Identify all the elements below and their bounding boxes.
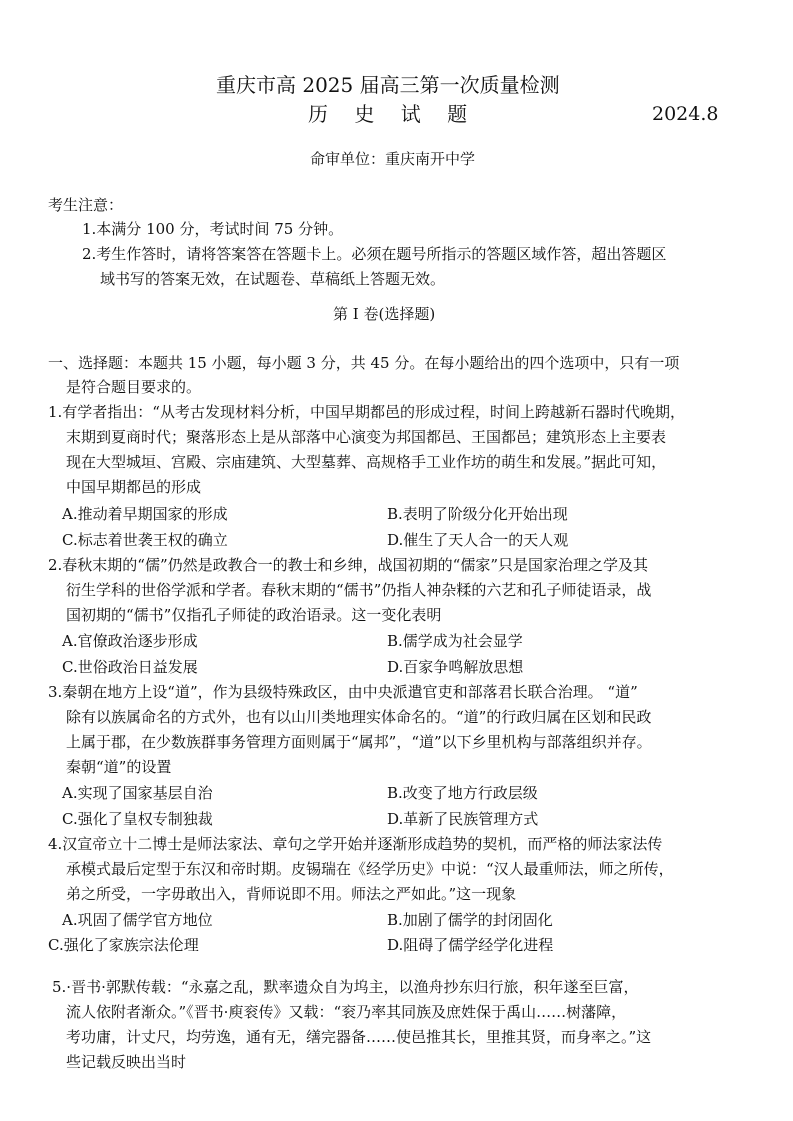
question-4-line-1: 4.汉宣帝立十二博士是师法家法、章句之学开始并逐渐形成趋势的契机，而严格的师法家法传 [48,835,663,853]
notice-heading: 考生注意： [48,196,124,214]
question-1-line-3: 现在大型城垣、宫殿、宗庙建筑、大型墓葬、高规格手工业作坊的萌生和发展。”据此可知， [66,453,667,471]
question-2-line-3: 国初期的“儒书”仅指孔子师徒的政治语录。这一变化表明 [66,606,442,624]
exam-subtitle: 历 史 试 题 [308,102,478,126]
question-5-line-1: 5.·晋书·郭默传载：“永嘉之乱，默率遗众自为坞主，以渔舟抄东归行旅，积年遂至巨富， [52,978,639,996]
exam-date: 2024.8 [652,103,719,125]
question-4-option-c[interactable]: C.强化了家族宗法伦理 [48,936,199,954]
question-3-option-b[interactable]: B.改变了地方行政层级 [387,784,538,802]
notice-item-1: 1.本满分 100 分，考试时间 75 分钟。 [82,220,344,238]
question-3-line-4: 秦朝“道”的设置 [66,758,172,776]
section-instruction-line-2: 是符合题目要求的。 [66,378,202,396]
question-3-option-a[interactable]: A.实现了国家基层自治 [62,784,213,802]
question-4-line-2: 承模式最后定型于东汉和帝时期。皮锡瑞在《经学历史》中说：“汉人最重师法，师之所传， [66,860,674,878]
question-3-line-3: 上属于郡，在少数族群事务管理方面则属于“属邦”，“道”以下乡里机构与部落组织并存。 [66,733,652,751]
question-1-option-c[interactable]: C.标志着世袭王权的确立 [62,531,228,549]
question-1-line-1: 1.有学者指出：“从考古发现材料分析，中国早期都邑的形成过程，时间上跨越新石器时代晚期， [48,403,685,421]
exam-title: 重庆市高 2025 届高三第一次质量检测 [216,73,560,97]
question-2-option-a[interactable]: A.官僚政治逐步形成 [62,632,198,650]
question-4-option-b[interactable]: B.加剧了儒学的封闭固化 [387,911,553,929]
question-1-line-2: 末期到夏商时代；聚落形态上是从部落中心演变为邦国都邑、王国都邑；建筑形态上主要表 [66,428,667,446]
question-3-line-2: 除有以族属命名的方式外，也有以山川类地理实体命名的。“道”的行政归属在区划和民政 [66,708,652,726]
notice-item-2-line-2: 域书写的答案无效，在试题卷、草稿纸上答题无效。 [100,270,446,288]
question-3-line-1: 3.秦朝在地方上设“道”，作为县级特殊政区，由中央派遣官吏和部落君长联合治理。 “道” [48,683,638,701]
question-2-line-2: 衍生学科的世俗学派和学者。春秋末期的“儒书”仍指人神杂糅的六艺和孔子师徒语录，战 [66,581,652,599]
volume-title: 第 I 卷(选择题) [333,305,436,323]
question-4-line-3: 弟之所受，一字毋敢出入，背师说即不用。师法之严如此。”这一现象 [66,885,517,903]
exam-unit: 命审单位：重庆南开中学 [310,150,476,168]
question-3-option-d[interactable]: D.革新了民族管理方式 [387,810,539,828]
notice-item-2-line-1: 2.考生作答时，请将答案答在答题卡上。必须在题号所指示的答题区域作答，超出答题区 [82,245,667,263]
question-2-line-1: 2.春秋末期的“儒”仍然是政教合一的教士和乡绅，战国初期的“儒家”只是国家治理之学及其 [48,556,648,574]
section-instruction-line-1: 一、选择题：本题共 15 小题，每小题 3 分，共 45 分。在每小题给出的四个选项中，只有一项 [48,354,680,372]
question-1-line-4: 中国早期都邑的形成 [66,478,202,496]
question-3-option-c[interactable]: C.强化了皇权专制独裁 [62,810,213,828]
question-2-option-c[interactable]: C.世俗政治日益发展 [62,658,198,676]
question-5-line-2: 流人依附者渐众。”《晋书·庾衮传》又载：“衮乃率其同族及庶姓保于禹山……树藩障， [66,1003,627,1021]
question-1-option-d[interactable]: D.催生了天人合一的天人观 [387,531,569,549]
question-4-option-a[interactable]: A.巩固了儒学官方地位 [62,911,213,929]
question-4-option-d[interactable]: D.阻碍了儒学经学化进程 [387,936,554,954]
question-2-option-b[interactable]: B.儒学成为社会显学 [387,632,523,650]
question-5-line-3: 考功庸，计丈尺，均劳逸，通有无，缮完器备……使邑推其长，里推其贤，而身率之。”这 [66,1028,652,1046]
question-1-option-a[interactable]: A.推动着早期国家的形成 [62,505,228,523]
question-5-line-4: 些记载反映出当时 [66,1053,187,1071]
question-1-option-b[interactable]: B.表明了阶级分化开始出现 [387,505,568,523]
question-2-option-d[interactable]: D.百家争鸣解放思想 [387,658,524,676]
